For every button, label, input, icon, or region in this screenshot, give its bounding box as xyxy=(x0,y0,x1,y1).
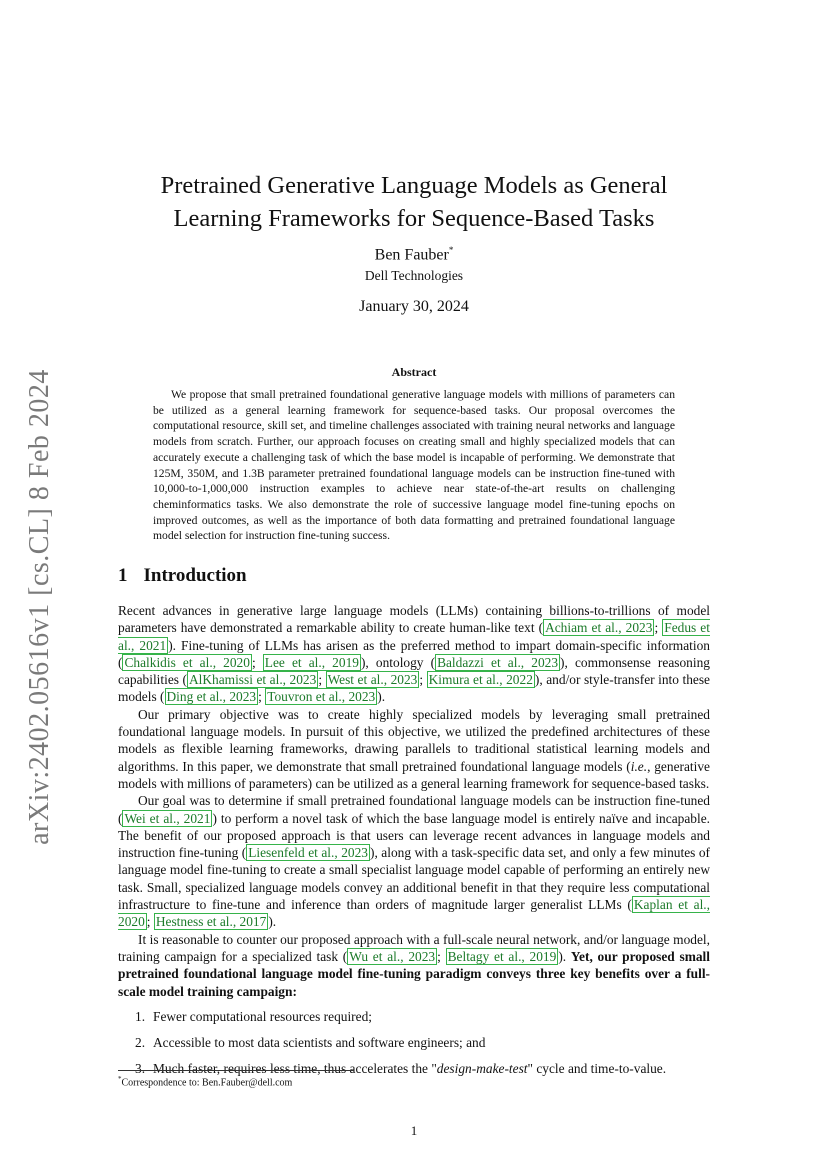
list-number: 2. xyxy=(135,1035,146,1051)
paper-title xyxy=(0,169,828,235)
benefits-list xyxy=(118,1008,710,1078)
citation-link[interactable]: Lee et al., 2019 xyxy=(264,654,359,670)
citation-link[interactable]: Ding et al., 2023 xyxy=(166,689,257,705)
citation-link[interactable]: Liesenfeld et al., 2023 xyxy=(248,845,368,861)
text-run: ). xyxy=(268,914,277,930)
bold-claim: Yet, our proposed small pretrained foundational language model fine-tuning paradigm conveys three key benefits over a full-scale model training campaign: xyxy=(118,948,710,999)
title-line-2: Learning Frameworks for Sequence-Based Tasks xyxy=(173,205,655,232)
emphasis-ie: i.e. xyxy=(630,758,648,774)
text-run: ), and/or style-transfer into these models ( xyxy=(118,672,710,705)
list-number: 3. xyxy=(135,1061,146,1077)
citation-link[interactable]: West et al., 2023 xyxy=(327,672,418,688)
text-run: Our primary objective was to create highly specialized models by leveraging small pretrained foundational language models. In pursuit of this objective, we utilized the predefined architectures of these models as flexible learning frameworks, drawing parallels to traditional statistical learning models and algorithms. In this paper, we demonstrate that small pretrained foundational language models ( xyxy=(118,706,710,774)
citation-link[interactable]: AlKhamissi et al., 2023 xyxy=(188,672,317,688)
citation-link[interactable]: Baldazzi et al., 2023 xyxy=(437,654,559,670)
citation-link[interactable]: Wu et al., 2023 xyxy=(349,948,436,964)
paragraph-4 xyxy=(118,931,710,1000)
text-run: ; xyxy=(419,672,427,688)
footnote xyxy=(118,1075,292,1088)
list-number: 1. xyxy=(135,1008,146,1024)
citation-link[interactable]: Beltagy et al., 2019 xyxy=(447,948,557,964)
section-body xyxy=(118,602,710,1087)
footnote-text: Correspondence to: Ben.Fauber@dell.com xyxy=(121,1077,293,1089)
text-run: It is reasonable to counter our proposed approach with a full-scale neural network, and/or language model, training campaign for a specialized task ( xyxy=(118,931,710,964)
citation-link[interactable]: Fedus et al., 2021 xyxy=(118,620,710,653)
text-run: ; xyxy=(318,672,326,688)
list-item-text: Accessible to most data scientists and software engineers; and xyxy=(153,1035,486,1051)
citation-link[interactable]: Kaplan et al., 2020 xyxy=(118,897,710,930)
text-run: ). xyxy=(558,948,571,964)
title-line-1: Pretrained Generative Language Models as General xyxy=(160,172,668,199)
citation-link[interactable]: Wei et al., 2021 xyxy=(124,810,211,826)
list-item xyxy=(118,1008,710,1025)
list-item-text: Fewer computational resources required; xyxy=(153,1008,373,1024)
text-run: ), commonsense reasoning capabilities ( xyxy=(118,654,710,688)
paragraph-1 xyxy=(118,602,710,706)
text-run: ; xyxy=(146,914,154,930)
section-number: 1 xyxy=(118,565,128,586)
citation-link[interactable]: Achiam et al., 2023 xyxy=(545,620,653,636)
author-name: Ben Fauber xyxy=(374,246,449,264)
paragraph-3 xyxy=(118,792,710,930)
abstract-body: We propose that small pretrained foundational generative language models with millions of parameters can be utilized as a general learning framework for sequence-based tasks. Our proposal overcomes the computational resource, skill set, and timeline challenges associated with training neural networks and language models from scratch. Further, our approach focuses on creating small and highly specialized models that can accurately execute a challenging task of which the base model is incapable of performing. We demonstrate that 125M, 350M, and 1.3B parameter pretrained foundational language models can be instruction fine-tuned with 10,000-to-1,000,000 instruction examples to achieve near state-of-the-art results on challenging cheminformatics tasks. We also demonstrate the role of successive language model fine-tuning epochs on improved outcomes, as well as the importance of both data formatting and pretrained foundational language model selection for instruction fine-tuning success. xyxy=(153,388,675,543)
footnote-divider xyxy=(118,1070,354,1071)
citation-link[interactable]: Chalkidis et al., 2020 xyxy=(124,654,250,670)
list-item xyxy=(118,1034,710,1051)
author-footnote-mark: * xyxy=(448,245,454,255)
text-run: ) to perform a novel task of which the base language model is entirely naïve and incapable. The benefit of our proposed approach is that users can leverage recent advances in language models and instruction fine-tuning ( xyxy=(118,810,710,861)
text-run: Our goal was to determine if small pretrained foundational language models can be instruction fine-tuned ( xyxy=(118,793,710,826)
text-run: ; xyxy=(654,620,663,636)
affiliation: Dell Technologies xyxy=(364,268,464,283)
abstract-heading: Abstract xyxy=(391,365,437,379)
text-run: ), along with a task-specific data set, and only a few minutes of language model fine-tuning to create a small specialist language model capable of performing an entirely new task. Small, specialized language models convey an additional benefit in that they require less computational infrastructure to fine-tune and inference than orders of magnitude larger generalist LLMs ( xyxy=(118,845,710,913)
publication-date: January 30, 2024 xyxy=(359,298,469,315)
list-item-text: " cycle and time-to-value. xyxy=(527,1061,667,1077)
text-run: ; xyxy=(258,689,266,705)
text-run: ; xyxy=(251,654,263,670)
footnote-mark: * xyxy=(118,1075,122,1083)
text-run: ). Fine-tuning of LLMs has arisen as the preferred method to impart domain-specific information ( xyxy=(118,637,710,670)
text-run: ), ontology ( xyxy=(360,654,436,670)
citation-link[interactable]: Kimura et al., 2022 xyxy=(428,672,533,688)
section-heading xyxy=(118,565,247,587)
author-line xyxy=(0,245,828,264)
page-number: 1 xyxy=(410,1123,418,1138)
section-title: Introduction xyxy=(143,565,247,586)
citation-link[interactable]: Hestness et al., 2017 xyxy=(155,914,267,930)
text-run: ; xyxy=(437,948,446,964)
paragraph-2 xyxy=(118,706,710,792)
text-run: Recent advances in generative large language models (LLMs) containing billions-to-trillions of model parameters have demonstrated a remarkable ability to create human-like text ( xyxy=(118,603,710,636)
emphasis-design-make-test: design-make-test xyxy=(436,1061,528,1077)
citation-link[interactable]: Touvron et al., 2023 xyxy=(267,689,376,705)
text-run: , generative models with millions of parameters) can be utilized as a general learning framework for sequence-based tasks. xyxy=(118,758,710,791)
text-run: ). xyxy=(377,689,386,705)
list-item-text: Much faster, requires less time, thus accelerates the " xyxy=(153,1061,437,1077)
arxiv-id-text: arXiv:2402.05616v1 [cs.CL] 8 Feb 2024 xyxy=(24,369,55,845)
arxiv-identifier-stamp xyxy=(20,369,60,845)
